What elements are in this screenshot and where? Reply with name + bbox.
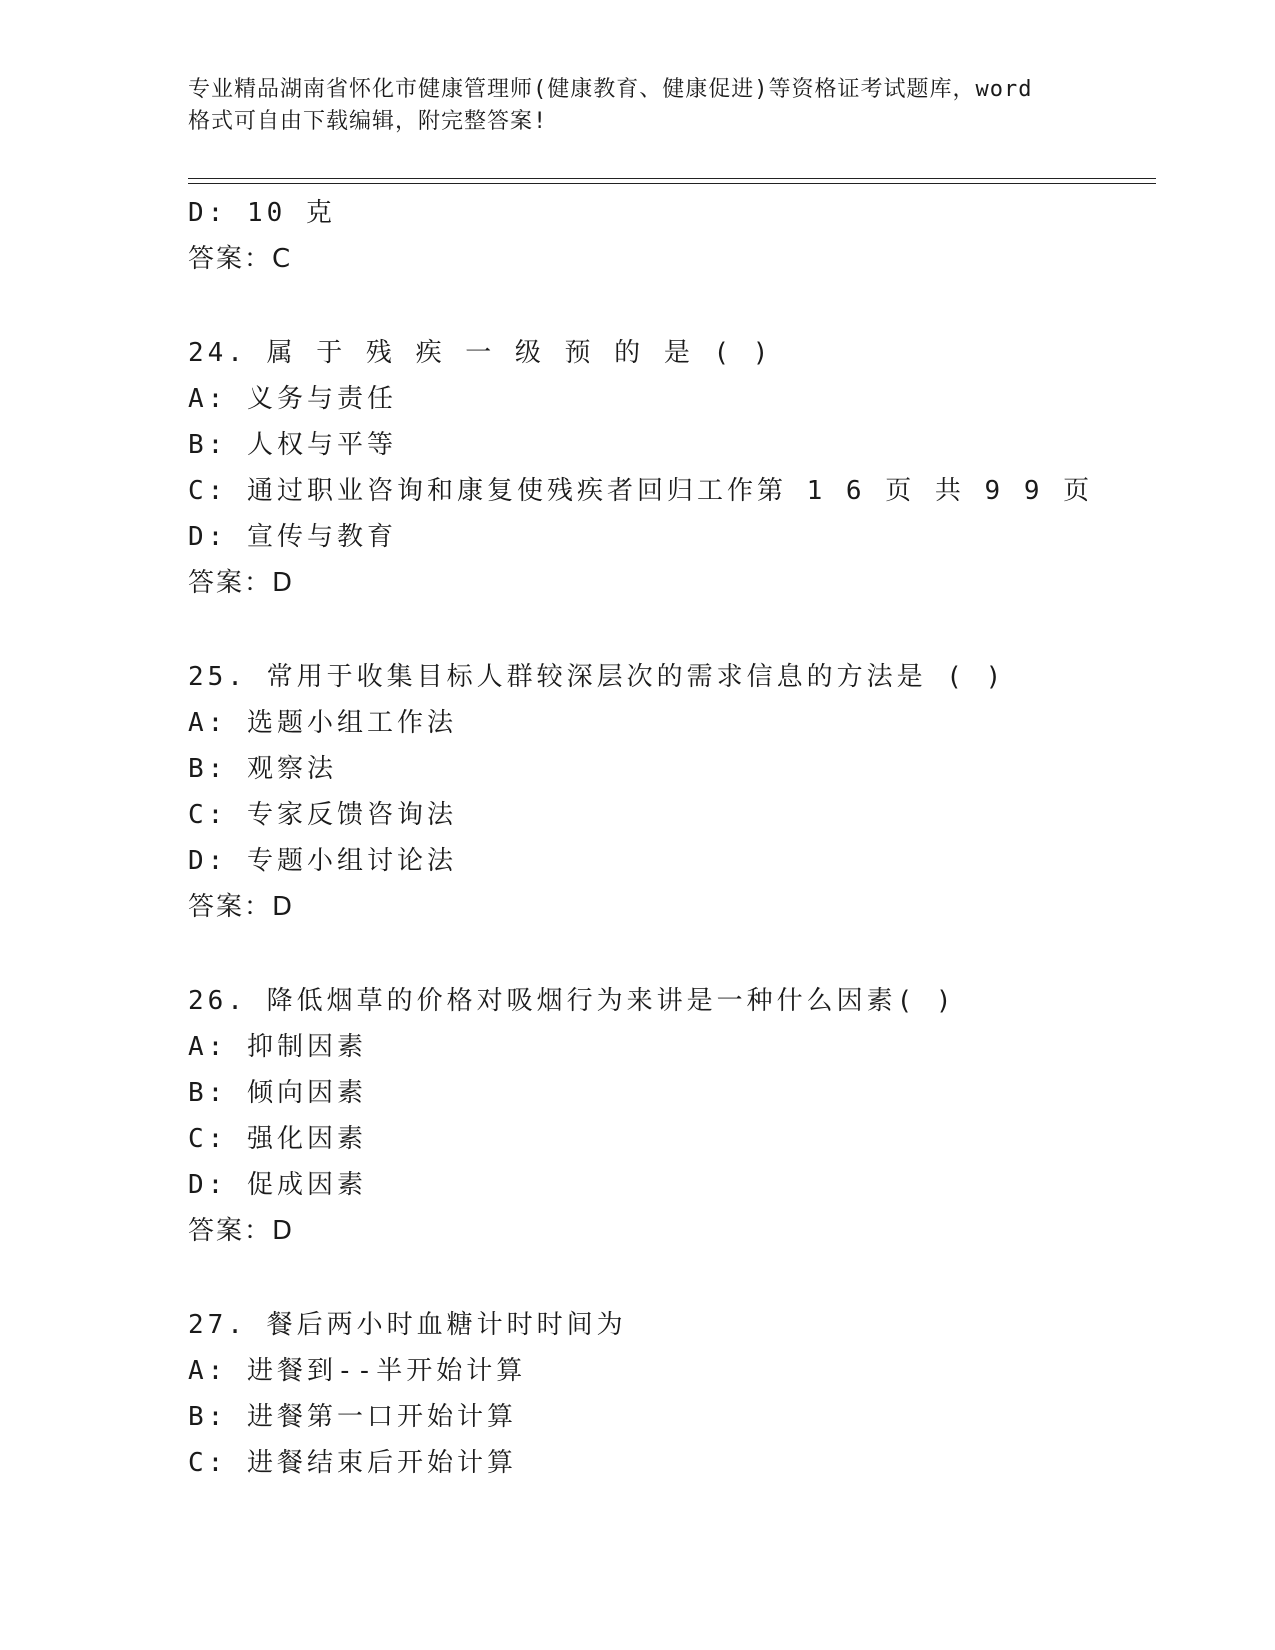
question-23	[188, 190, 1168, 282]
question-text: 25. 常用于收集目标人群较深层次的需求信息的方法是 ( )	[188, 662, 1006, 692]
question-27	[188, 1302, 1168, 1486]
header-rule-top	[188, 178, 1156, 179]
spacer	[188, 930, 1168, 978]
question-text: 27. 餐后两小时血糖计时时间为	[188, 1310, 627, 1340]
question-25	[188, 654, 1168, 930]
option-b: B: 观察法	[188, 754, 337, 784]
spacer	[188, 1254, 1168, 1302]
question-text: 26. 降低烟草的价格对吸烟行为来讲是一种什么因素( )	[188, 986, 956, 1016]
answer: 答案：D	[188, 892, 295, 922]
option-d: D: 宣传与教育	[188, 522, 397, 552]
header-rule-bottom	[188, 183, 1156, 184]
option-d: D: 促成因素	[188, 1170, 367, 1200]
header-line-1: 专业精品湖南省怀化市健康管理师(健康教育、健康促进)等资格证考试题库，word	[188, 77, 1033, 102]
spacer	[188, 606, 1168, 654]
question-24	[188, 330, 1168, 606]
answer: 答案：C	[188, 244, 293, 274]
answer: 答案：D	[188, 568, 295, 598]
spacer	[188, 282, 1168, 330]
option-d: D: 10 克	[188, 198, 336, 228]
document-header	[188, 74, 1088, 138]
option-a: A: 义务与责任	[188, 384, 397, 414]
option-b: B: 进餐第一口开始计算	[188, 1402, 517, 1432]
option-c: C: 进餐结束后开始计算	[188, 1448, 517, 1478]
option-c: C: 专家反馈咨询法	[188, 800, 457, 830]
option-b: B: 人权与平等	[188, 430, 397, 460]
question-26	[188, 978, 1168, 1254]
option-b: B: 倾向因素	[188, 1078, 367, 1108]
option-a: A: 抑制因素	[188, 1032, 367, 1062]
answer: 答案：D	[188, 1216, 295, 1246]
question-list	[188, 190, 1168, 1486]
option-c: C: 通过职业咨询和康复使残疾者回归工作第 1 6 页 共 9 9 页	[188, 476, 1094, 506]
option-c: C: 强化因素	[188, 1124, 367, 1154]
header-line-2: 格式可自由下载编辑，附完整答案!	[188, 109, 548, 134]
option-a: A: 进餐到--半开始计算	[188, 1356, 527, 1386]
question-text: 24. 属 于 残 疾 一 级 预 的 是 ( )	[188, 338, 773, 368]
option-a: A: 选题小组工作法	[188, 708, 457, 738]
option-d: D: 专题小组讨论法	[188, 846, 457, 876]
